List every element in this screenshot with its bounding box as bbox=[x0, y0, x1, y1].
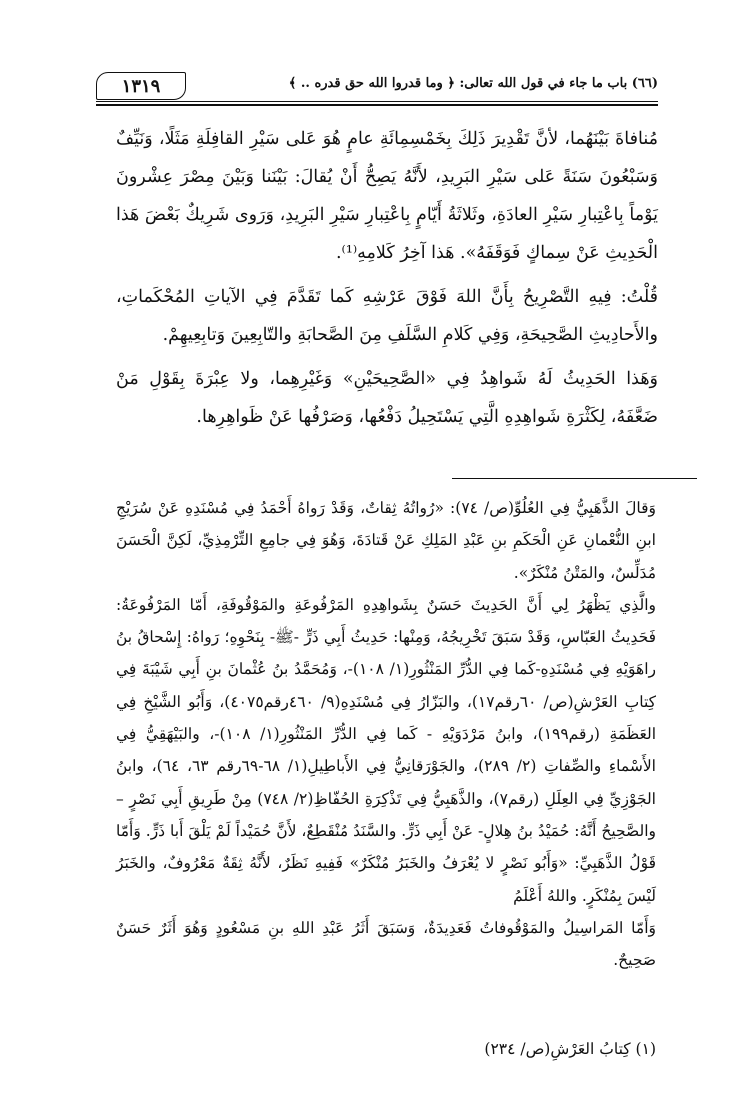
header-rule bbox=[96, 101, 658, 102]
footnote-separator bbox=[452, 478, 697, 479]
footnotes-block bbox=[116, 492, 656, 976]
chapter-title: (٦٦) باب ما جاء في قول الله تعالى: ﴿ وما قدروا الله حق قدره .. ﴾ bbox=[288, 76, 658, 91]
main-paragraph: مُنافاةَ بَيْنَهُما، لأنَّ تَقْدِيرَ ذَلِكَ بِخَمْسِمِائَةِ عامٍ هُوَ عَلى سَيْرِ القافِلَةِ مَثَلًا، وَنَيِّفٌ وَسَبْعُونَ سَنَةً عَلى سَيْرِ البَرِيدِ، لأَنَّهُ يَصِحُّ أَنْ يُقالَ: بَيْنَنا وَبَيْنَ مِصْرَ عِشْرونَ يَوْماً بِاعْتِبارِ سَيْرِ العادَةِ، وثَلاثَةُ أَيّامٍ بِاعْتِبارِ سَيْرِ البَرِيدِ، وَرَوى شَرِيكٌ بَعْضَ هَذا الْحَدِيثِ عَنْ سِماكٍ فَوَقَفَهُ». هَذا آخِرُ كَلامِهِ⁽¹⁾. bbox=[116, 129, 658, 263]
main-paragraph: وَهَذا الحَدِيثُ لَهُ شَواهِدُ فِي «الصَّحِيحَيْنِ» وَغَيْرِهِما، ولا عِبْرَةَ بِقَوْلِ مَنْ ضَعَّفَهُ، لِكَثْرَةِ شَواهِدِهِ الَّتِي يَسْتَحِيلُ دَفْعُها، وَصَرْفُها عَنْ ظَواهِرِها. bbox=[116, 369, 658, 427]
footnote-1: (١) كِتابُ العَرْشِ(ص/ ٢٣٤) bbox=[484, 1040, 656, 1058]
header-rule-thick bbox=[96, 104, 658, 106]
note-paragraph: وَأَمّا المَراسِيلُ والمَوْقُوفاتُ فَعَدِيدَةٌ، وَسَبَقَ أَثَرُ عَبْدِ اللهِ بنِ مَسْعُودٍ وَهُوَ أَثَرٌ حَسَنٌ صَحِيحٌ. bbox=[116, 918, 656, 970]
note-paragraph: والَّذِي يَظْهَرُ لِي أَنَّ الحَدِيثَ حَسَنٌ بِشَواهِدِهِ المَرْفُوعَةِ والمَوْقُوفَةِ، أَمّا المَرْفُوعَةُ: فَحَدِيثُ العَبّاسِ، وَقَدْ سَبَقَ تَخْرِيجُهُ، وَمِنْها: حَدِيثُ أَبِي ذَرٍّ -ﷺ- بِنَحْوِهِ؛ رَواهُ: إِسْحاقُ بنُ راهَوَيْهِ فِي مُسْنَدِهِ-كَما فِي الدُّرِّ المَنْثُورِ(١/ ١٠٨)-، وَمُحَمَّدُ بنُ عُثْمانَ بنِ أَبِي شَيْبَةَ فِي كِتابِ العَرْشِ(ص/ ٦٠رقم١٧)، والبَزّارُ فِي مُسْنَدِهِ(٩/ ٤٦٠رقم٤٠٧٥)، وَأَبُو الشَّيْخِ فِي العَظَمَةِ (رقم١٩٩)، وابنُ مَرْدَوَيْهِ - كَما فِي الدُّرِّ المَنْثُورِ(١/ ١٠٨)-، والبَيْهَقِيُّ فِي الأَسْماءِ والصِّفاتِ (٢/ ٢٨٩)، والجَوْرَقانِيُّ فِي الأَباطِيلِ(١/ ٦٨-٦٩رقم ٦٣، ٦٤)، وابنُ الجَوْزِيِّ فِي العِلَلِ (رقم٧)، والذَّهَبِيُّ فِي تَذْكِرَةِ الحُفّاظِ(٢/ ٧٤٨) مِنْ طَرِيقِ أَبِي نَصْرٍ – والصَّحِيحُ أَنَّهُ: حُمَيْدُ بنُ هِلالٍ- عَنْ أَبِي ذَرٍّ. والسَّنَدُ مُنْقَطِعٌ، لأَنَّ حُمَيْداً لَمْ يَلْقَ أَبا ذَرٍّ. وَأَمّا قَوْلُ الذَّهَبِيِّ: «وَأَبُو نَصْرٍ لا يُعْرَفُ والخَبَرُ مُنْكَرٌ» فَفِيهِ نَظَرٌ، لأَنَّهُ ثِقَةٌ مَعْرُوفٌ، والخَبَرُ لَيْسَ بِمُنْكَرٍ. واللهُ أَعْلَمُ bbox=[116, 595, 657, 905]
page-number: ١٣١٩ bbox=[96, 72, 186, 100]
main-paragraph: قُلْتُ: فِيهِ التَّصْرِيحُ بِأَنَّ اللهَ فَوْقَ عَرْشِهِ كَما تَقَدَّمَ فِي الآياتِ المُحْكَماتِ، والأَحادِيثِ الصَّحِيحَةِ، وَفِي كَلامِ السَّلَفِ مِنَ الصَّحابَةِ والتّابِعِينَ وَتابِعِيهِمْ. bbox=[116, 287, 658, 345]
note-paragraph: وَقالَ الذَّهَبِيُّ فِي العُلُوِّ(ص/ ٧٤): «رُواتُهُ ثِقاتٌ، وَقَدْ رَواهُ أَحْمَدُ فِي مُسْنَدِهِ عَنْ سُرَيْجِ ابنِ النُّعْمانِ عَنِ الْحَكَمِ بنِ عَبْدِ المَلِكِ عَنْ قَتادَةَ، وَهُوَ فِي جامِعِ التِّرْمِذِيِّ، لَكِنَّ الْحَسَنَ مُدَلِّسٌ، والمَتْنُ مُنْكَرٌ». bbox=[116, 499, 656, 582]
main-text bbox=[116, 120, 658, 442]
running-header bbox=[96, 74, 658, 96]
